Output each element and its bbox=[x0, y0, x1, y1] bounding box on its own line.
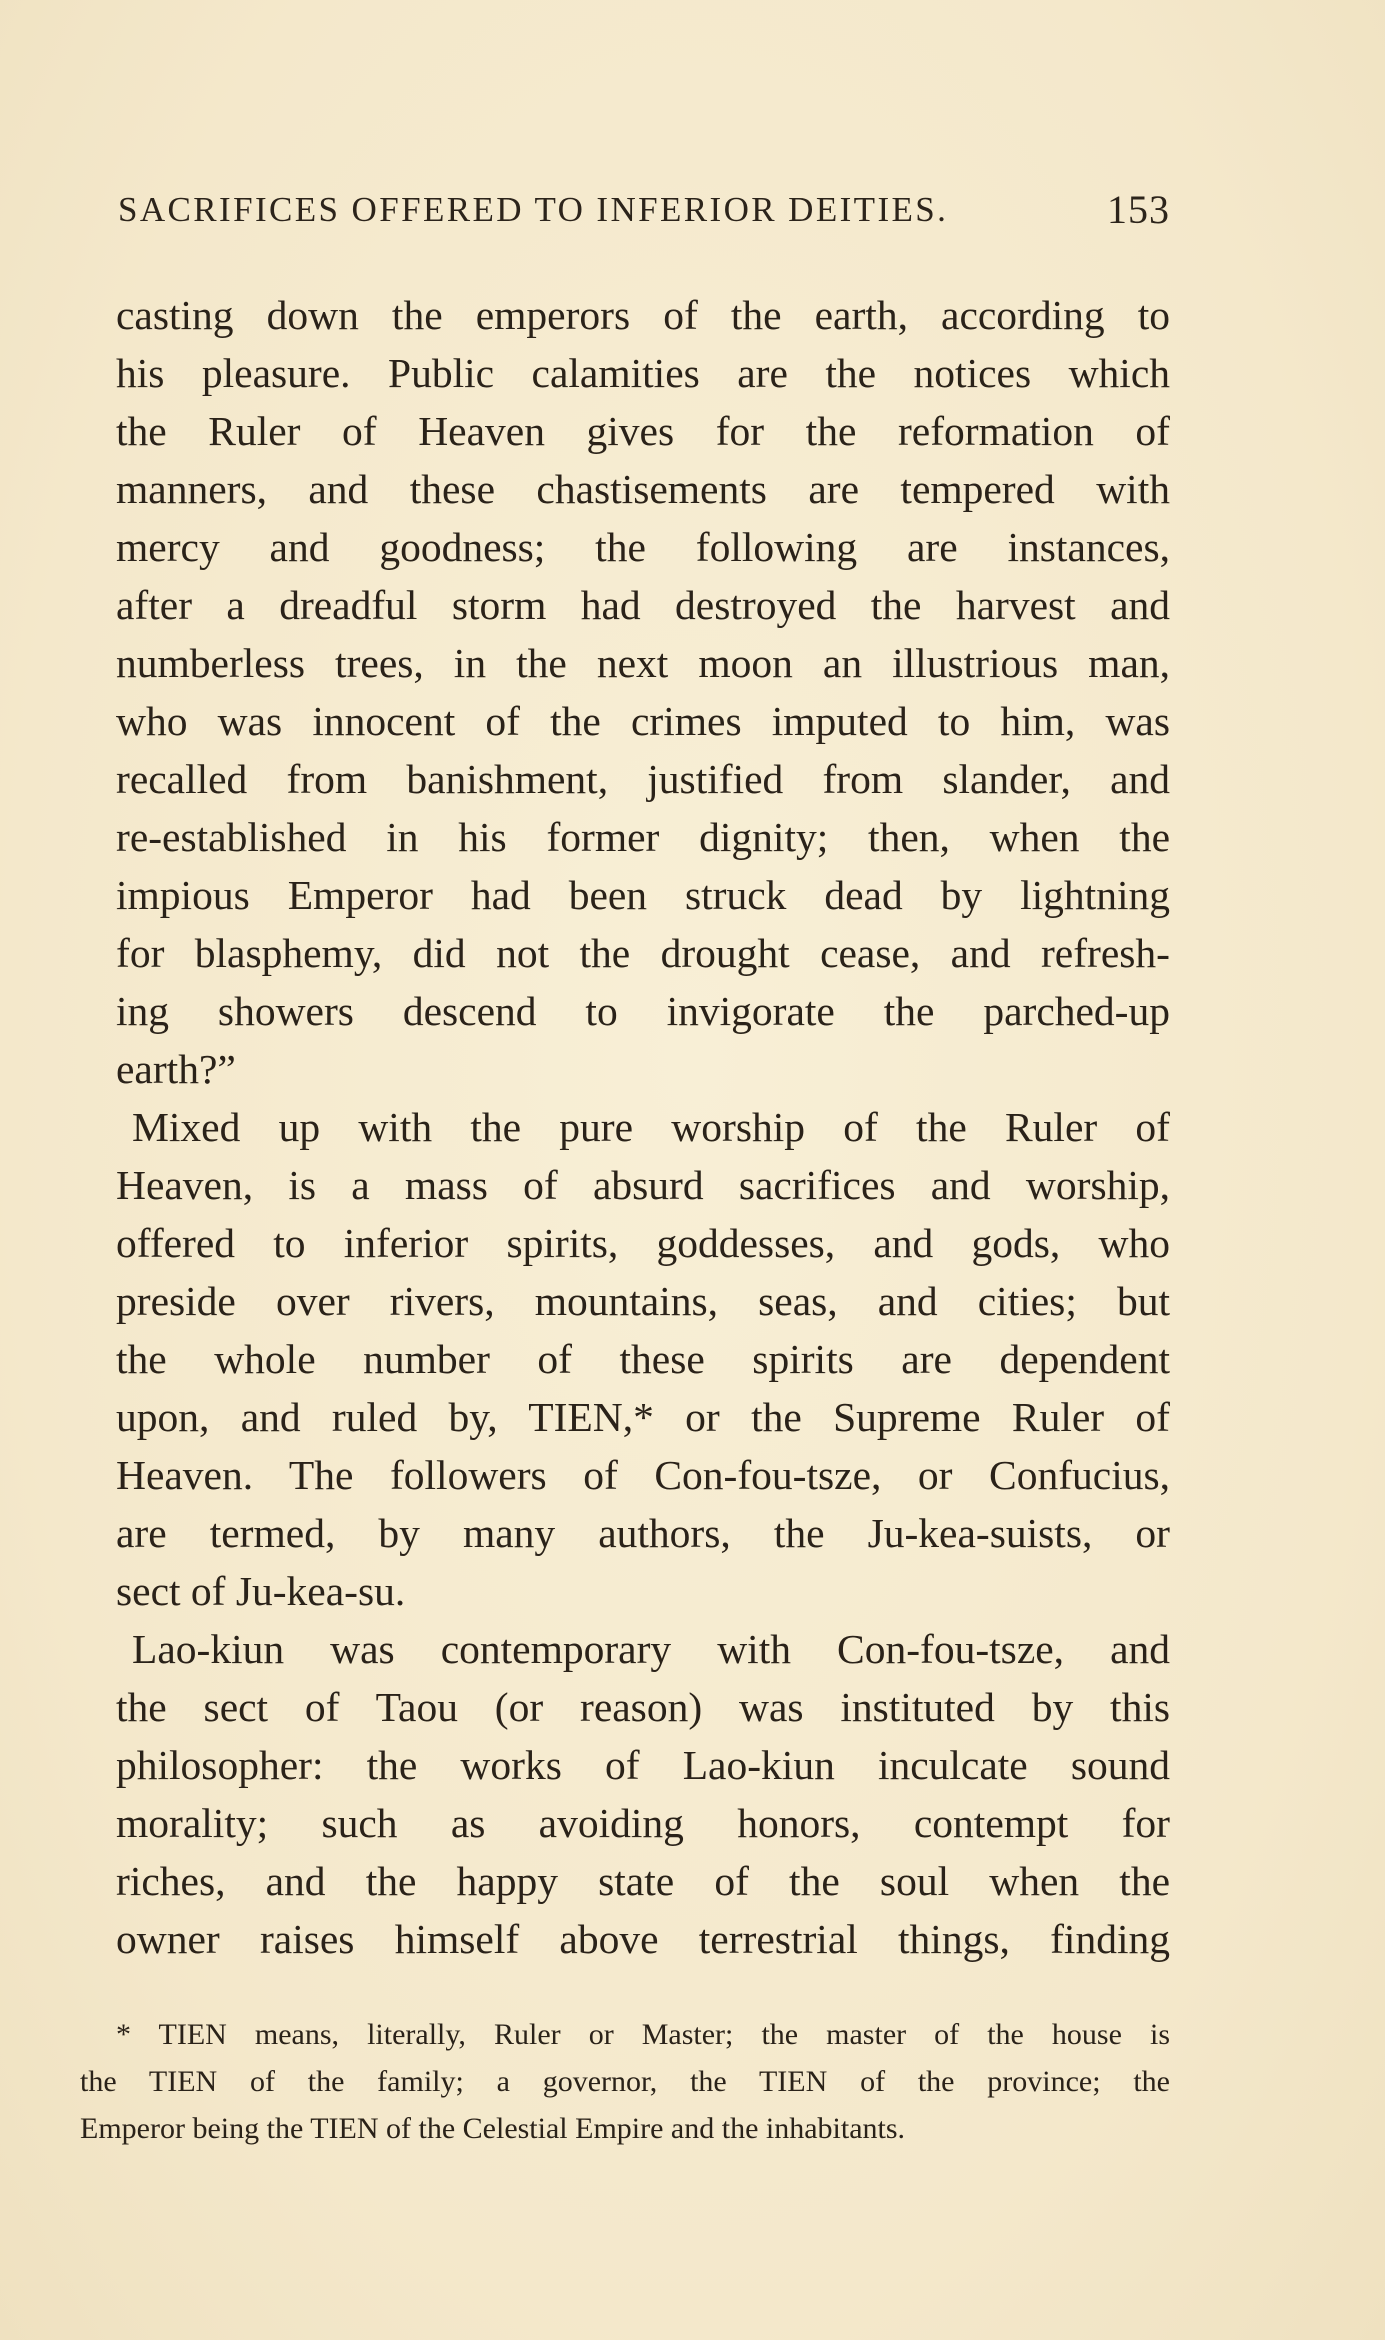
text-line: preside over rivers, mountains, seas, and cities; but bbox=[116, 1278, 1170, 1324]
page-number: 153 bbox=[1107, 187, 1170, 232]
text-line: are termed, by many authors, the Ju-kea-suists, or bbox=[116, 1510, 1170, 1556]
footnote bbox=[80, 2011, 1170, 2152]
body-text bbox=[116, 286, 1170, 1968]
footnote-line: the TIEN of the family; a governor, the TIEN of the province; the bbox=[80, 2065, 1170, 2098]
footnote-line: Emperor being the TIEN of the Celestial Empire and the inhabitants. bbox=[80, 2112, 906, 2145]
text-line: morality; such as avoiding honors, contempt for bbox=[116, 1800, 1170, 1846]
paragraph-start-line: Mixed up with the pure worship of the Ruler of bbox=[132, 1104, 1170, 1150]
footnote-line: * TIEN means, literally, Ruler or Master; the master of the house is bbox=[116, 2018, 1170, 2051]
text-line: riches, and the happy state of the soul when the bbox=[116, 1858, 1170, 1904]
text-line: offered to inferior spirits, goddesses, and gods, who bbox=[116, 1220, 1170, 1266]
text-line: recalled from banishment, justified from slander, and bbox=[116, 756, 1170, 802]
text-line: for blasphemy, did not the drought cease, and refresh- bbox=[116, 930, 1170, 976]
text-line: manners, and these chastisements are tempered with bbox=[116, 466, 1170, 512]
text-line: after a dreadful storm had destroyed the harvest and bbox=[116, 582, 1170, 628]
text-line: Heaven. The followers of Con-fou-tsze, or Confucius, bbox=[116, 1452, 1170, 1498]
text-line: upon, and ruled by, TIEN,* or the Supreme Ruler of bbox=[116, 1394, 1170, 1440]
text-line: casting down the emperors of the earth, according to bbox=[116, 292, 1170, 338]
text-line: philosopher: the works of Lao-kiun inculcate sound bbox=[116, 1742, 1170, 1788]
text-line: who was innocent of the crimes imputed to him, was bbox=[116, 698, 1170, 744]
text-line: numberless trees, in the next moon an illustrious man, bbox=[116, 640, 1170, 686]
text-line: the Ruler of Heaven gives for the reformation of bbox=[116, 408, 1170, 454]
text-line: impious Emperor had been struck dead by lightning bbox=[116, 872, 1170, 918]
paragraph-start-line: Lao-kiun was contemporary with Con-fou-tsze, and bbox=[132, 1626, 1170, 1672]
text-line: his pleasure. Public calamities are the notices which bbox=[116, 350, 1170, 396]
text-line: earth?” bbox=[116, 1046, 236, 1092]
text-line: the whole number of these spirits are dependent bbox=[116, 1336, 1170, 1382]
text-line: Heaven, is a mass of absurd sacrifices and worship, bbox=[116, 1162, 1170, 1208]
text-line: mercy and goodness; the following are instances, bbox=[116, 524, 1170, 570]
text-line: sect of Ju-kea-su. bbox=[116, 1568, 406, 1614]
text-line: ing showers descend to invigorate the parched-up bbox=[116, 988, 1170, 1034]
text-line: owner raises himself above terrestrial things, finding bbox=[116, 1916, 1170, 1962]
running-head bbox=[118, 187, 1170, 240]
text-line: re-established in his former dignity; then, when the bbox=[116, 814, 1170, 860]
text-line: the sect of Taou (or reason) was instituted by this bbox=[116, 1684, 1170, 1730]
running-title: SACRIFICES OFFERED TO INFERIOR DEITIES. bbox=[118, 190, 949, 229]
